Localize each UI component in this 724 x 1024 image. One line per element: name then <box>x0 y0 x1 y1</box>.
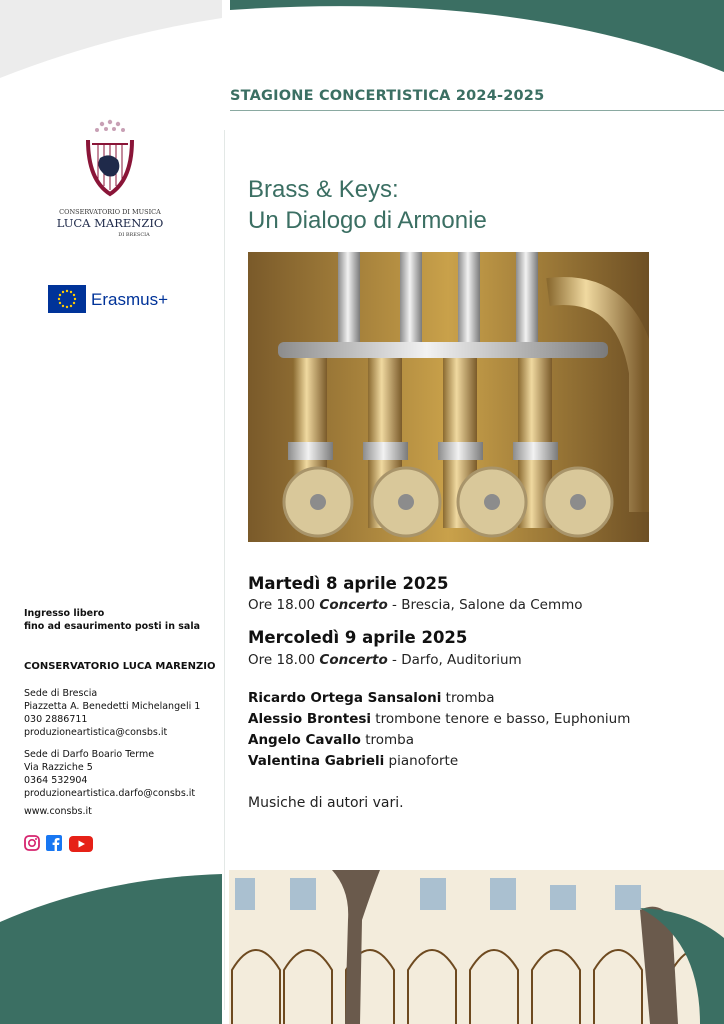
admission-line-2: fino ad esaurimento posti in sala <box>24 621 200 632</box>
event-1-place: - Brescia, Salone da Cemmo <box>387 597 583 613</box>
cloister-photo <box>0 860 724 1024</box>
institution-name: CONSERVATORIO LUCA MARENZIO <box>24 661 216 672</box>
sede-darfo-title: Sede di Darfo Boario Terme <box>24 749 155 760</box>
event-1-type: Concerto <box>319 597 388 613</box>
performer <box>248 732 414 748</box>
performer-name: Ricardo Ortega Sansaloni <box>248 690 442 706</box>
admission-line-1: Ingresso libero <box>24 608 105 619</box>
performer-role: trombone tenore e basso, Euphonium <box>371 711 631 727</box>
sede-brescia-address: Piazzetta A. Benedetti Michelangeli 1 <box>24 701 201 712</box>
eu-flag-icon <box>48 285 86 313</box>
event-1-time: Ore 18.00 <box>248 597 316 613</box>
sede-brescia <box>24 687 200 739</box>
performer-role: pianoforte <box>384 753 459 769</box>
event-2-place: - Darfo, Auditorium <box>387 652 522 668</box>
sede-darfo-email[interactable]: produzioneartistica.darfo@consbs.it <box>24 788 196 799</box>
facebook-icon[interactable] <box>46 835 62 851</box>
sede-darfo-phone[interactable]: 0364 532904 <box>24 775 88 786</box>
sede-brescia-phone[interactable]: 030 2886711 <box>24 714 88 725</box>
event-2-details <box>248 652 522 668</box>
title-line-1: Brass & Keys: <box>248 176 399 203</box>
performer-name: Valentina Gabrieli <box>248 753 385 769</box>
season-heading: STAGIONE CONCERTISTICA 2024-2025 <box>230 88 545 104</box>
instagram-icon[interactable] <box>24 835 40 851</box>
event-1-details <box>248 597 583 613</box>
sede-darfo-address: Via Razziche 5 <box>24 762 93 773</box>
performer-role: tromba <box>360 732 415 748</box>
performer-role: tromba <box>441 690 495 706</box>
logo-line-1: CONSERVATORIO DI MUSICA <box>59 208 161 216</box>
logo-line-3: DI BRESCIA <box>118 232 150 238</box>
event-2-type: Concerto <box>319 652 388 668</box>
conservatory-logo <box>52 118 170 242</box>
title-line-2: Un Dialogo di Armonie <box>248 207 487 234</box>
brass-instrument-image <box>248 252 649 542</box>
concert-title <box>248 174 487 236</box>
youtube-icon[interactable] <box>69 836 93 852</box>
performer <box>248 711 630 727</box>
erasmus-badge <box>48 285 178 315</box>
sede-darfo <box>24 748 195 800</box>
performer <box>248 690 494 706</box>
performer-name: Alessio Brontesi <box>248 711 372 727</box>
season-rule <box>230 110 724 111</box>
performer-name: Angelo Cavallo <box>248 732 361 748</box>
program-note: Musiche di autori vari. <box>248 795 404 811</box>
admission-info <box>24 607 200 633</box>
event-1-date: Martedì 8 aprile 2025 <box>248 574 449 593</box>
top-decoration <box>0 0 724 80</box>
sede-brescia-title: Sede di Brescia <box>24 688 98 699</box>
event-2-date: Mercoledì 9 aprile 2025 <box>248 628 468 647</box>
event-2-time: Ore 18.00 <box>248 652 316 668</box>
logo-line-2: LUCA MARENZIO <box>56 216 164 230</box>
erasmus-label: Erasmus+ <box>91 290 168 309</box>
sede-brescia-email[interactable]: produzioneartistica@consbs.it <box>24 727 168 738</box>
performer <box>248 753 458 769</box>
website-link[interactable]: www.consbs.it <box>24 806 92 817</box>
